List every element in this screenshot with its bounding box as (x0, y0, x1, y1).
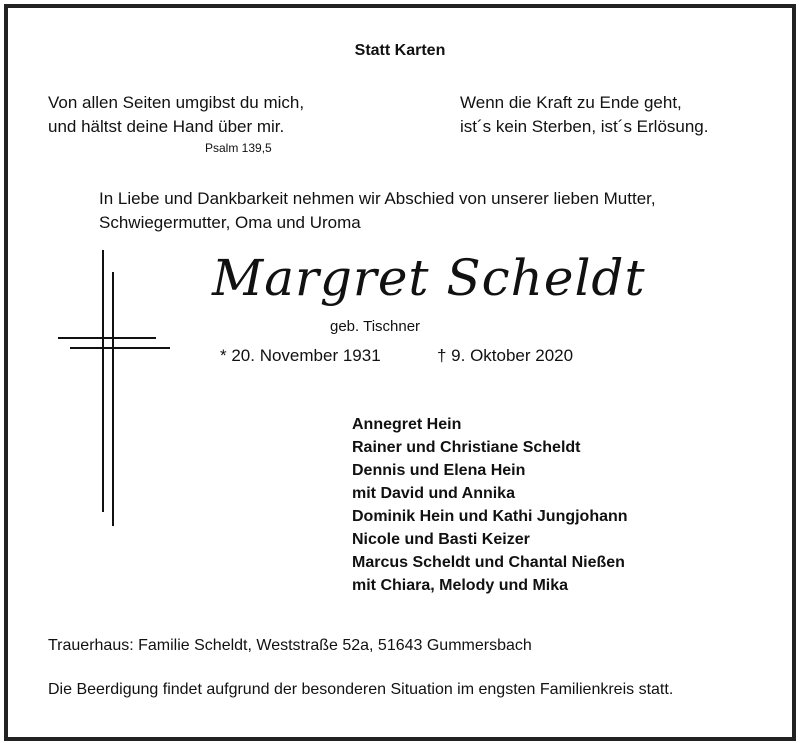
intro-line: Schwiegermutter, Oma und Uroma (99, 213, 361, 232)
mourner-entry: Dominik Hein und Kathi Jungjohann (352, 508, 628, 525)
verse-left-line: und hältst deine Hand über mir. (48, 117, 285, 136)
mourner-entry: Rainer und Christiane Scheldt (352, 439, 581, 456)
mourner-entry: Marcus Scheldt und Chantal Nießen (352, 554, 625, 571)
mourner-entry: Nicole und Basti Keizer (352, 531, 530, 548)
verse-left (48, 91, 304, 139)
mourners-list (352, 413, 628, 597)
verse-right (460, 91, 708, 139)
verse-right-line: Wenn die Kraft zu Ende geht, (460, 93, 682, 112)
funeral-note: Die Beerdigung findet aufgrund der besonderen Situation im engsten Familienkreis statt. (48, 681, 674, 698)
mourner-entry: mit David und Annika (352, 485, 515, 502)
intro-line: In Liebe und Dankbarkeit nehmen wir Abschied von unserer lieben Mutter, (99, 189, 656, 208)
mourner-entry: Annegret Hein (352, 416, 462, 433)
mourner-entry: mit Chiara, Melody und Mika (352, 577, 569, 594)
notice-header: Statt Karten (354, 42, 446, 59)
intro-text (99, 187, 656, 235)
cross-icon (58, 250, 170, 526)
verse-left-line: Von allen Seiten umgibst du mich, (48, 93, 305, 112)
death-date: † 9. Oktober 2020 (437, 346, 574, 365)
mourning-house-address: Trauerhaus: Familie Scheldt, Weststraße 52a, 51643 Gummersbach (48, 637, 532, 654)
maiden-name: geb. Tischner (330, 318, 421, 335)
mourner-entry: Dennis und Elena Hein (352, 462, 526, 479)
verse-source: Psalm 139,5 (205, 141, 272, 155)
deceased-name: Margret Scheldt (212, 249, 646, 307)
verse-right-line: ist´s kein Sterben, ist´s Erlösung. (460, 117, 709, 136)
birth-date: * 20. November 1931 (220, 346, 381, 365)
